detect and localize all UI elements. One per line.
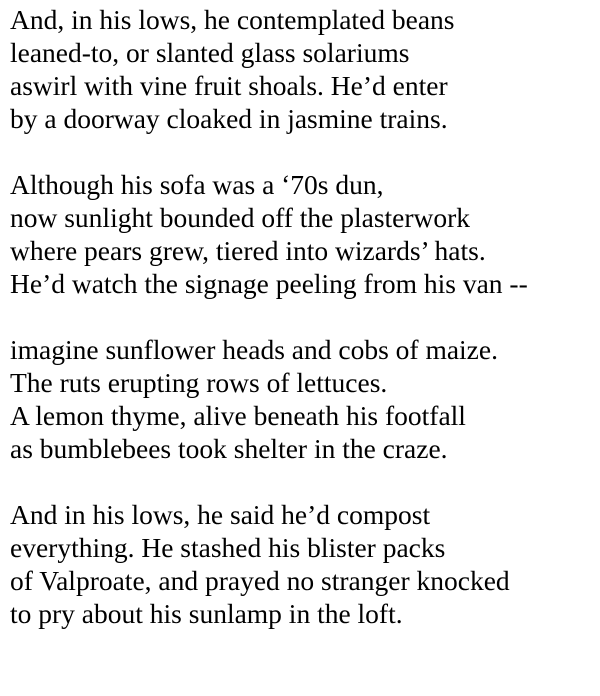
poem-line: And, in his lows, he contemplated beans [10, 4, 455, 35]
stanza-3 [10, 333, 528, 465]
poem-line: aswirl with vine fruit shoals. He’d enter [10, 70, 448, 101]
poem-line: everything. He stashed his blister packs [10, 532, 446, 563]
poem-line: where pears grew, tiered into wizards’ hats. [10, 235, 486, 266]
poem-line: of Valproate, and prayed no stranger knocked [10, 565, 510, 596]
poem-line: A lemon thyme, alive beneath his footfall [10, 400, 466, 431]
poem-line: as bumblebees took shelter in the craze. [10, 433, 448, 464]
poem-line: to pry about his sunlamp in the loft. [10, 598, 403, 629]
poem-line: leaned-to, or slanted glass solariums [10, 37, 410, 68]
poem-line: imagine sunflower heads and cobs of maize. [10, 334, 498, 365]
stanza-1 [10, 3, 528, 135]
poem-line: He’d watch the signage peeling from his van -- [10, 268, 528, 299]
poem-line: by a doorway cloaked in jasmine trains. [10, 103, 448, 134]
poem-line: And in his lows, he said he’d compost [10, 499, 431, 530]
stanza-2 [10, 168, 528, 300]
poem-text [10, 3, 528, 630]
poem-line: Although his sofa was a ‘70s dun, [10, 169, 384, 200]
stanza-4 [10, 498, 528, 630]
poem-line: The ruts erupting rows of lettuces. [10, 367, 388, 398]
poem-line: now sunlight bounded off the plasterwork [10, 202, 471, 233]
